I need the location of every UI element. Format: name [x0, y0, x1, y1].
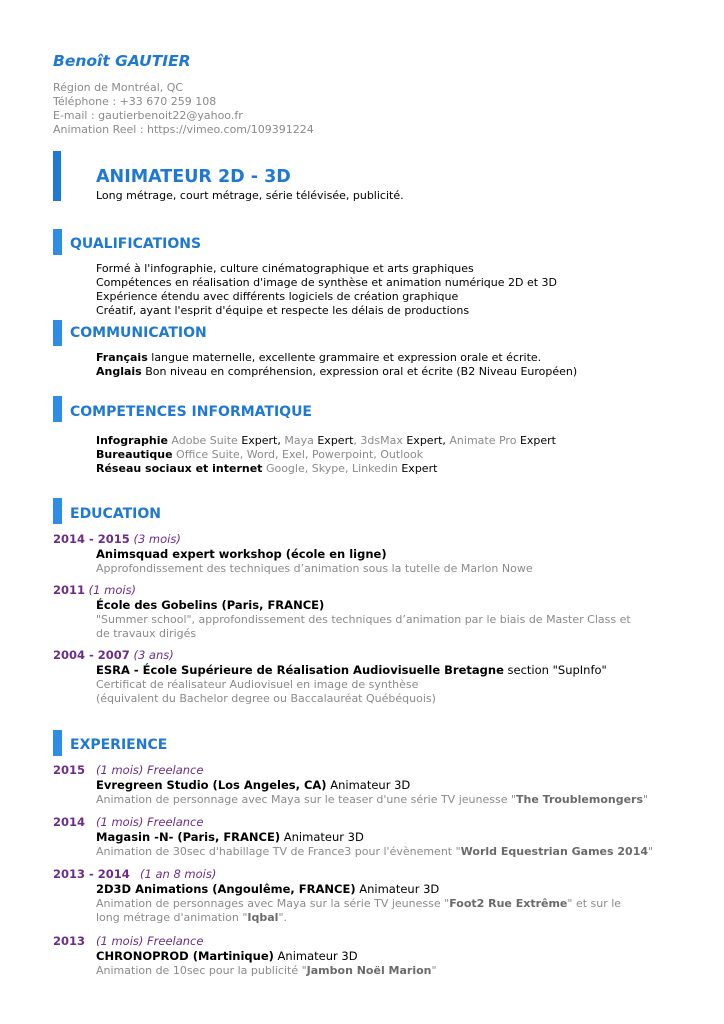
- desc-text: Animation de personnage avec Maya sur le teaser d'une série TV jeunesse ": [96, 793, 517, 806]
- education-bar: [53, 498, 62, 524]
- education-years: 2011: [53, 583, 86, 597]
- qualifications-list: [96, 262, 557, 318]
- qualifications-bar: [53, 229, 62, 255]
- title-bar: [53, 151, 61, 201]
- experience-company: 2D3D Animations (Angoulême, FRANCE): [96, 882, 356, 896]
- experience-company-line: [96, 830, 364, 844]
- experience-company: Evregreen Studio (Los Angeles, CA): [96, 778, 327, 792]
- project-name: The Troublemongers: [516, 793, 644, 806]
- experience-company: Magasin -N- (Paris, FRANCE): [96, 830, 281, 844]
- project-name: Jambon Noël Marion: [306, 964, 432, 977]
- language-label: Anglais: [96, 365, 142, 378]
- project-name: Foot2 Rue Extrême: [449, 897, 568, 910]
- desc-text: " et sur le long métrage d'animation ": [96, 897, 622, 924]
- education-date: [53, 532, 181, 546]
- communication-list: [96, 351, 577, 379]
- education-duration: (3 ans): [129, 648, 174, 662]
- experience-company-line: [96, 778, 410, 792]
- education-desc-line: (équivalent du Bachelor degree ou Baccalauréat Québéquois): [96, 692, 436, 705]
- contact-reel: Animation Reel : https://vimeo.com/109391224: [53, 123, 314, 136]
- language-text: langue maternelle, excellente grammaire et expression orale et écrite.: [147, 351, 542, 364]
- language-line: [96, 351, 577, 365]
- education-duration: (1 mois): [85, 583, 137, 597]
- software: Google, Skype, Linkedin: [262, 462, 398, 475]
- education-desc: [96, 678, 656, 706]
- desc-text: ": [431, 964, 437, 977]
- education-school: ESRA - École Supérieure de Réalisation Audiovisuelle Bretagne: [96, 663, 504, 677]
- education-years: 2004 - 2007: [53, 648, 130, 662]
- contact-phone: Téléphone : +33 670 259 108: [53, 95, 217, 108]
- contact-block: [53, 81, 314, 137]
- skill-level: Expert: [397, 462, 438, 475]
- computing-list: [96, 434, 556, 476]
- desc-text: Animation de 30sec d'habillage TV de France3 pour l'évènement ": [96, 845, 461, 858]
- candidate-name: Benoît GAUTIER: [53, 52, 191, 70]
- desc-text: Animation de 10sec pour la publicité ": [96, 964, 307, 977]
- education-desc-line: Certificat de réalisateur Audiovisuel en image de synthèse: [96, 678, 419, 691]
- education-years: 2014 - 2015: [53, 532, 130, 546]
- education-desc: Approfondissement des techniques d’animation sous la tutelle de Marlon Nowe: [96, 562, 533, 575]
- education-duration: (3 mois): [129, 532, 181, 546]
- software: Animate Pro: [445, 434, 517, 447]
- experience-meta: (1 mois) Freelance: [96, 763, 204, 777]
- job-subtitle: Long métrage, court métrage, série télévisée, publicité.: [96, 189, 404, 202]
- software: Office Suite, Word, Exel, Powerpoint, Outlook: [172, 448, 424, 461]
- education-heading: EDUCATION: [70, 506, 161, 522]
- project-name: Iqbal: [247, 911, 279, 924]
- experience-desc: [96, 793, 656, 807]
- experience-role: Animateur 3D: [355, 882, 440, 896]
- communication-heading: COMMUNICATION: [70, 325, 207, 341]
- language-label: Français: [96, 351, 148, 364]
- skill-level: Expert: [516, 434, 556, 447]
- qualification-item: Formé à l'infographie, culture cinématographique et arts graphiques: [96, 262, 474, 275]
- experience-year: 2013: [53, 934, 86, 948]
- education-school: Animsquad expert workshop (école en ligne): [96, 547, 387, 561]
- job-title: ANIMATEUR 2D - 3D: [96, 167, 291, 187]
- software: Maya: [280, 434, 314, 447]
- desc-text: ".: [278, 911, 288, 924]
- skill-label: Infographie: [96, 434, 168, 447]
- skill-label: Bureautique: [96, 448, 173, 461]
- qualification-item: Expérience étendu avec différents logiciels de création graphique: [96, 290, 459, 303]
- experience-role: Animateur 3D: [273, 949, 358, 963]
- contact-email: E-mail : gautierbenoit22@yahoo.fr: [53, 109, 243, 122]
- qualification-item: Compétences en réalisation d'image de synthèse et animation numérique 2D et 3D: [96, 276, 558, 289]
- skill-line-reseaux: [96, 462, 556, 476]
- qualification-item: Créatif, ayant l'esprit d'équipe et respecte les délais de productions: [96, 304, 470, 317]
- education-date: [53, 648, 174, 662]
- software: , 3dsMax: [353, 434, 403, 447]
- skill-level: Expert,: [402, 434, 446, 447]
- skill-level: Expert: [313, 434, 354, 447]
- experience-bar: [53, 730, 62, 756]
- experience-meta: (1 mois) Freelance: [96, 934, 204, 948]
- skill-level: Expert,: [237, 434, 281, 447]
- experience-heading: EXPERIENCE: [70, 737, 168, 753]
- skill-line-bureautique: [96, 448, 556, 462]
- language-line: [96, 365, 577, 379]
- experience-role: Animateur 3D: [326, 778, 411, 792]
- experience-desc: [96, 897, 641, 925]
- communication-bar: [53, 320, 62, 346]
- experience-company-line: [96, 949, 358, 963]
- language-text: Bon niveau en compréhension, expression oral et écrite (B2 Niveau Européen): [141, 365, 578, 378]
- experience-meta: (1 an 8 mois): [140, 867, 217, 881]
- desc-text: ": [648, 845, 654, 858]
- contact-location: Région de Montréal, QC: [53, 81, 184, 94]
- experience-year: 2013 - 2014: [53, 867, 130, 881]
- experience-role: Animateur 3D: [280, 830, 364, 844]
- desc-text: ": [643, 793, 649, 806]
- education-date: [53, 583, 136, 597]
- education-section: section "SupInfo": [503, 663, 607, 677]
- experience-meta: (1 mois) Freelance: [96, 815, 204, 829]
- education-desc: "Summer school", approfondissement des techniques d’animation par le biais de Master Class et de travaux dirigés: [96, 613, 631, 640]
- computing-bar: [53, 396, 62, 422]
- skill-line-infographie: [96, 434, 556, 448]
- experience-company: CHRONOPROD (Martinique): [96, 949, 274, 963]
- education-school-line: [96, 663, 607, 677]
- computing-heading: COMPETENCES INFORMATIQUE: [70, 404, 312, 420]
- experience-desc: [96, 845, 656, 859]
- desc-text: Animation de personnages avec Maya sur la série TV jeunesse ": [96, 897, 450, 910]
- education-school: École des Gobelins (Paris, FRANCE): [96, 598, 325, 612]
- skill-label: Réseau sociaux et internet: [96, 462, 263, 475]
- experience-company-line: [96, 882, 439, 896]
- software: Adobe Suite: [167, 434, 238, 447]
- experience-desc: [96, 964, 656, 978]
- project-name: World Equestrian Games 2014: [460, 845, 648, 858]
- qualifications-heading: QUALIFICATIONS: [70, 236, 202, 252]
- experience-year: 2015: [53, 763, 86, 777]
- experience-year: 2014: [53, 815, 86, 829]
